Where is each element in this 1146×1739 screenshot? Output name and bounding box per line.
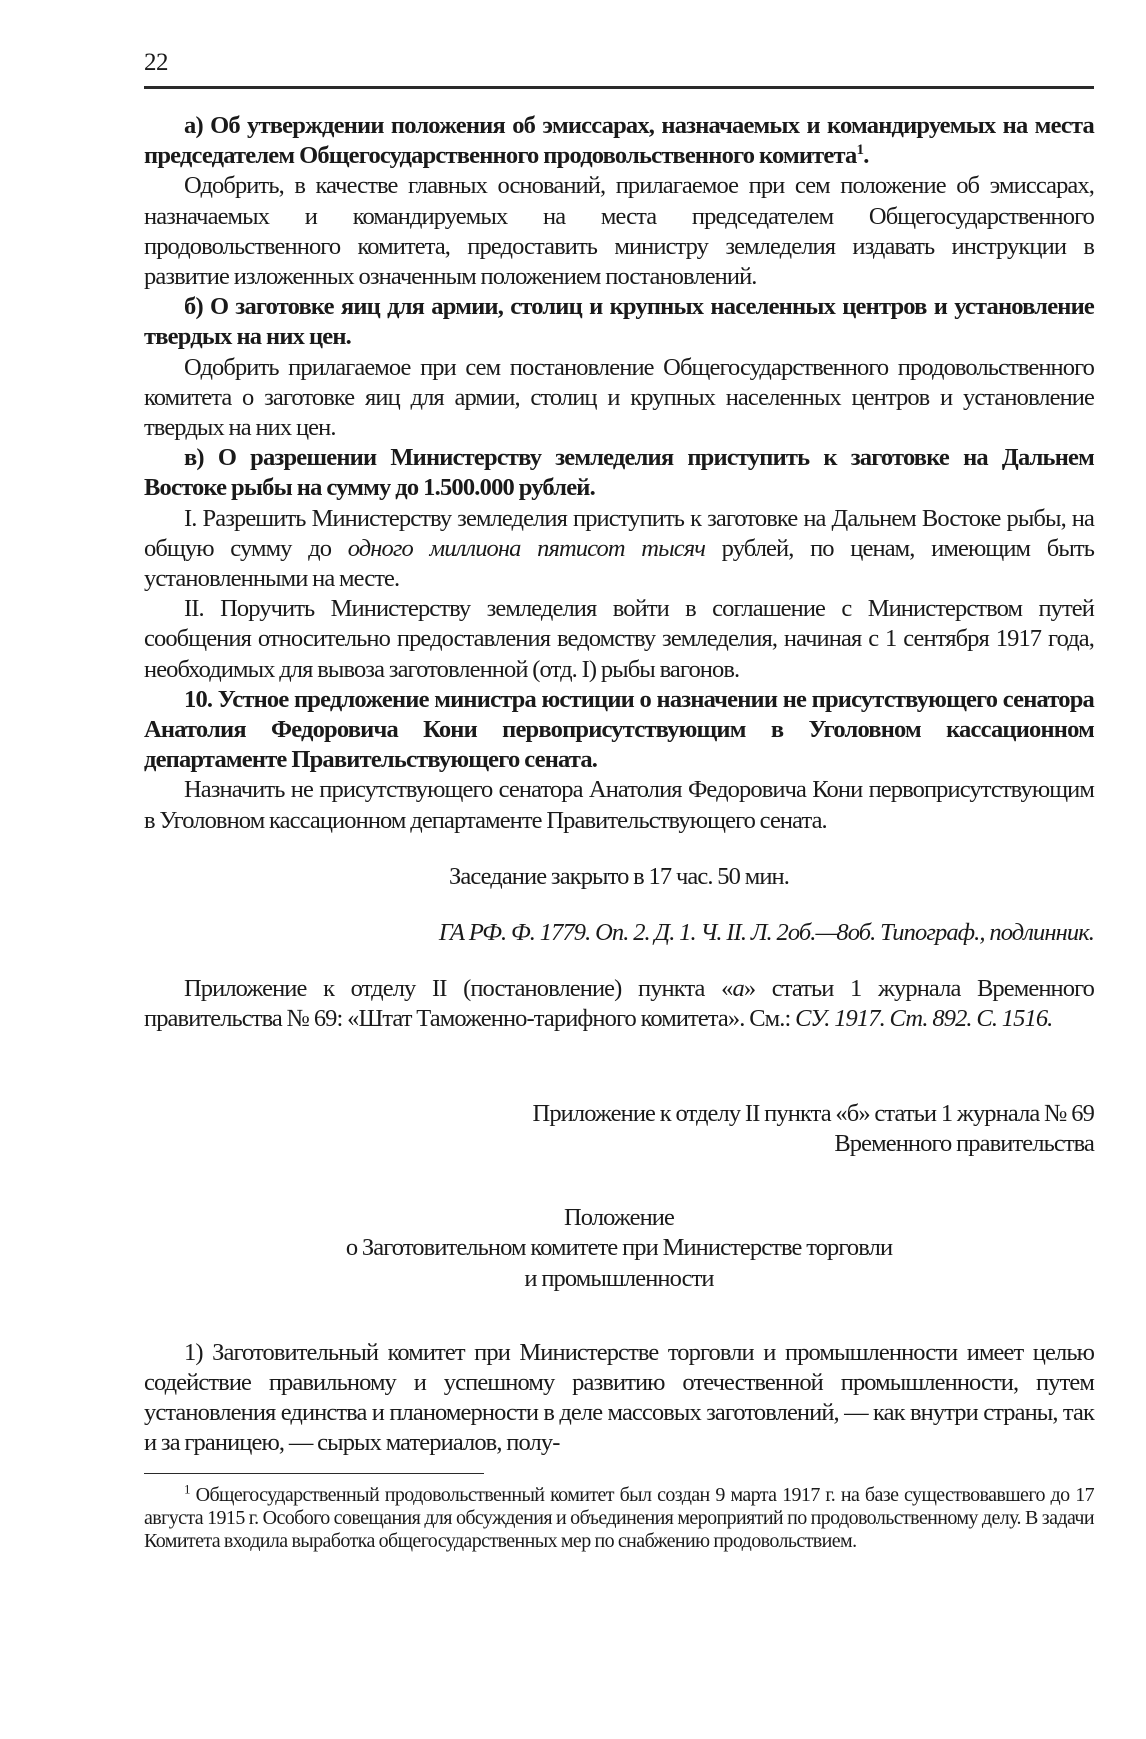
footnote-1: $^1$ Общегосударственный продовольственный комитет был создан 9 марта 1917 г. на базе существовавшего до 17 августа 1915 г. Особого совещания для обсуждения и объединения мероприятий по продовольственному делу. В задачи Комитета входила выработка общегосударственных мер по снабжению продовольствием. [144, 1480, 1094, 1553]
footnote-rule [144, 1473, 484, 1474]
section-a-title: а) Об утверждении положения об эмиссарах, назначаемых и командируемых на места председателем Общегосударственного продовольственного комитета$^1$. [144, 112, 1094, 170]
footnote-ref[interactable]: 1 [856, 142, 864, 159]
spacer [144, 1294, 1094, 1338]
appendix-note: Приложение к отделу II (постановление) пункта «а» статьи 1 журнала Временного правительства № 69: «Штат Таможенно-тарифного комитета». См.: СУ. 1917. Ст. 892. С. 1516. [144, 975, 1094, 1033]
section-b-title: б) О заготовке яиц для армии, столиц и крупных населенных центров и установление твердых на них цен. [144, 293, 1094, 351]
appendix-caption-line-2: Временного правительства [834, 1129, 1094, 1157]
spacer [144, 1035, 1094, 1099]
archive-source: ГА РФ. Ф. 1779. Оп. 2. Д. 1. Ч. II. Л. 2об.—8об. Типограф., подлинник. [438, 919, 1094, 947]
page-number: 22 [144, 49, 168, 76]
item-10-body: Назначить не присутствующего сенатора Анатолия Федоровича Кони первоприсутствующим в Уголовном кассационном департаменте Правительствующего сената. [144, 776, 1094, 834]
appendix-title-line-2: о Заготовительном комитете при Министерстве торговли [345, 1234, 893, 1262]
section-b-body: Одобрить прилагаемое при сем постановление Общегосударственного продовольственного комитета о заготовке яиц для армии, столиц и крупных населенных центров и установление твердых на них цен. [144, 353, 1094, 442]
document-page [144, 48, 1094, 1554]
appendix-caption-line-1: Приложение к отделу II пункта «б» статьи 1 журнала № 69 [532, 1099, 1094, 1127]
spacer [144, 892, 1094, 918]
section-v-item-1: I. Разрешить Министерству земледелия приступить к заготовке на Дальнем Востоке рыбы, на общую сумму до одного миллиона пятисот тысяч рублей, по ценам, имеющим быть установленными на месте. [144, 504, 1094, 593]
header-rule [144, 86, 1094, 89]
appendix-paragraph-1: 1) Заготовительный комитет при Министерстве торговли и промышленности имеет целью содействие правильному и успешному развитию отечественной промышленности, путем установления единства и планомерности в деле массовых заготовлений, — как внутри страны, так и за границею, — сырых материалов, полу- [144, 1338, 1094, 1457]
spacer [144, 836, 1094, 862]
spacer [144, 948, 1094, 974]
footnote-marker: 1 [184, 1480, 190, 1496]
session-closed: Заседание закрыто в 17 час. 50 мин. [449, 862, 789, 890]
item-10-title: 10. Устное предложение министра юстиции о назначении не присутствующего сенатора Анатолия Федоровича Кони первоприсутствующим в Уголовном кассационном департаменте Правительствующего сената. [144, 685, 1094, 774]
section-v-item-2: II. Поручить Министерству земледелия войти в соглашение с Министерством путей сообщения относительно предоставления ведомству земледелия, начиная с 1 сентября 1917 года, необходимых для вывоза заготовленной (отд. I) рыбы вагонов. [144, 595, 1094, 683]
section-a-body: Одобрить, в качестве главных оснований, прилагаемое при сем положение об эмиссарах, назначаемых и командируемых на места председателем Общегосударственного продовольственного комитета, предоставить министру земледелия издавать инструкции в развитие изложенных означенным положением постановлений. [144, 172, 1094, 291]
appendix-title-line-3: и промышленности [524, 1264, 714, 1292]
appendix-title-line-1: Положение [564, 1204, 674, 1232]
spacer [144, 1159, 1094, 1203]
section-v-title: в) О разрешении Министерству земледелия приступить к заготовке на Дальнем Востоке рыбы на сумму до 1.500.000 рублей. [144, 444, 1094, 502]
